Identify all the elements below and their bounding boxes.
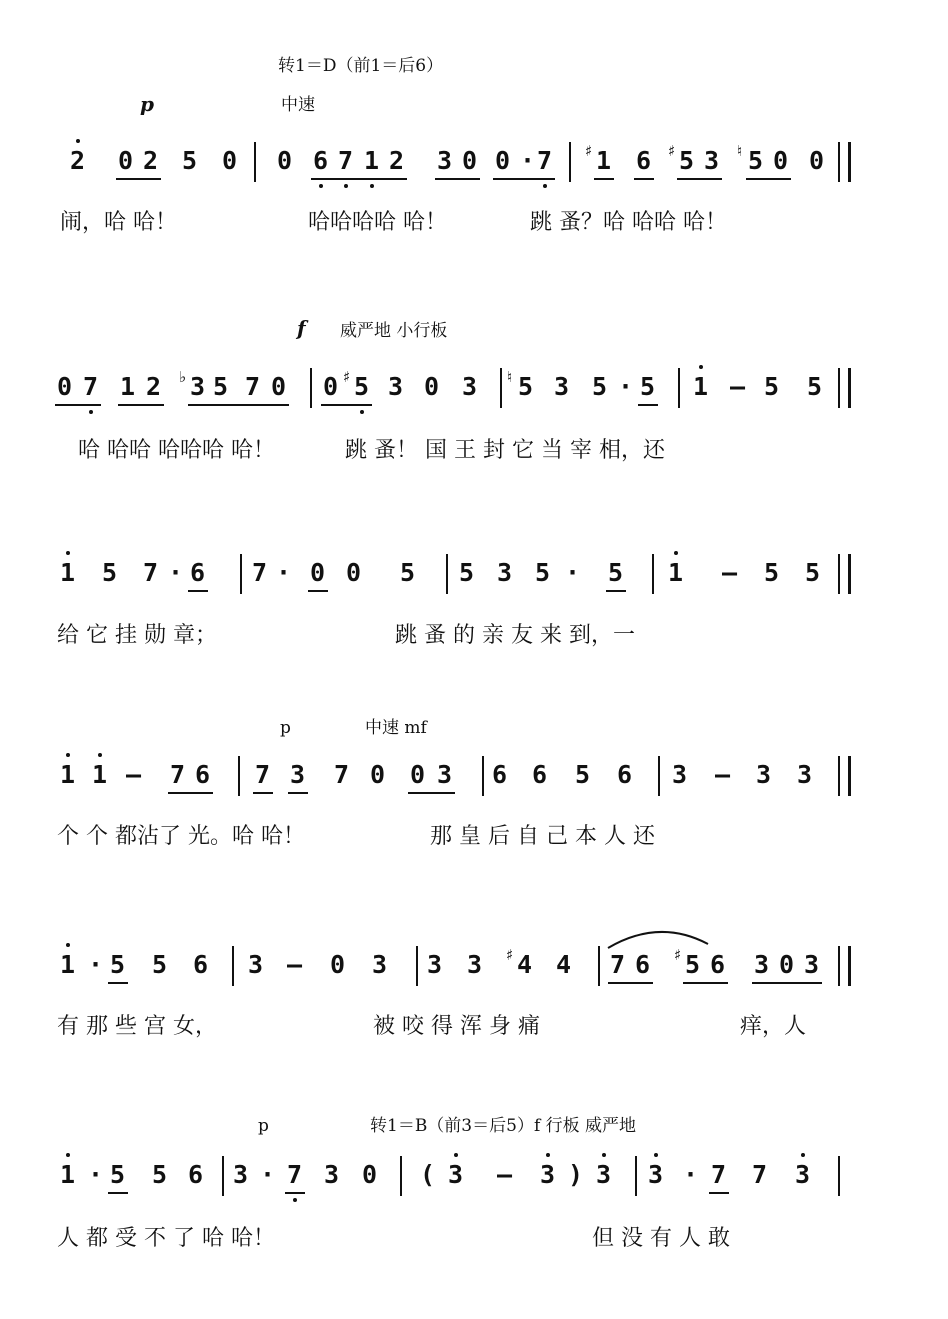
octave-dot-high <box>76 139 80 143</box>
jianpu-note: 5 <box>400 558 416 587</box>
jianpu-note: 3 <box>427 950 443 979</box>
duration-underline <box>108 1192 128 1194</box>
jianpu-note: 5 <box>459 558 475 587</box>
duration-underline <box>55 404 101 406</box>
duration-underline <box>168 792 213 794</box>
jianpu-note: 3 <box>290 760 306 789</box>
jianpu-note: 3 <box>596 1160 612 1189</box>
bar-line-end <box>848 142 851 182</box>
bar-line <box>446 554 448 594</box>
duration-underline <box>288 792 308 794</box>
octave-dot-high <box>602 1153 606 1157</box>
jianpu-note: 1 <box>668 558 684 587</box>
score-annotation: 中速 <box>281 95 315 115</box>
jianpu-note: 0 <box>330 950 346 979</box>
duration-underline <box>493 178 555 180</box>
bar-line <box>482 756 484 796</box>
duration-underline <box>108 982 128 984</box>
duration-underline <box>709 1192 729 1194</box>
jianpu-note: 3 <box>437 146 453 175</box>
octave-dot-high <box>454 1153 458 1157</box>
octave-dot-high <box>66 1153 70 1157</box>
jianpu-note: 5 <box>807 372 823 401</box>
duration-underline <box>321 404 372 406</box>
score-annotation: p <box>140 92 154 116</box>
jianpu-note: 6 <box>492 760 508 789</box>
jianpu-note: 3 <box>554 372 570 401</box>
jianpu-note: 5 <box>805 558 821 587</box>
bar-line <box>838 946 840 986</box>
jianpu-note: 7 <box>537 146 553 175</box>
jianpu-note: 0 <box>424 372 440 401</box>
jianpu-note: 7 <box>334 760 350 789</box>
jianpu-note: 5 <box>748 146 764 175</box>
jianpu-note: 5 <box>110 950 126 979</box>
jianpu-note: 2 <box>143 146 159 175</box>
jianpu-note: 0 <box>277 146 293 175</box>
duration-underline <box>677 178 722 180</box>
jianpu-note: 3 <box>804 950 820 979</box>
jianpu-note: 2 <box>70 146 86 175</box>
jianpu-note: 7 <box>255 760 271 789</box>
bar-line <box>222 1156 224 1196</box>
duration-underline <box>634 178 654 180</box>
score-annotation: p <box>280 718 291 738</box>
jianpu-note: 0 <box>362 1160 378 1189</box>
jianpu-note: 3 <box>704 146 720 175</box>
jianpu-note: · <box>683 1160 699 1189</box>
jianpu-note: 5 <box>764 372 780 401</box>
lyric-text: 跳 蚤？哈 哈哈 哈！ <box>530 210 727 235</box>
jianpu-note: 0 <box>773 146 789 175</box>
bar-line-end <box>848 946 851 986</box>
octave-dot-low <box>89 410 93 414</box>
jianpu-note: 3 <box>462 372 478 401</box>
jianpu-note: ) <box>568 1160 584 1189</box>
jianpu-note: 5 <box>535 558 551 587</box>
bar-line <box>598 946 600 986</box>
jianpu-note: 5 <box>592 372 608 401</box>
duration-underline <box>683 982 728 984</box>
duration-underline <box>746 178 791 180</box>
lyric-text: 给 它 挂 勋 章； <box>57 623 217 648</box>
duration-underline <box>285 1192 305 1194</box>
jianpu-note: 7 <box>170 760 186 789</box>
bar-line <box>838 1156 840 1196</box>
jianpu-note: 5 <box>685 950 701 979</box>
jianpu-note: 3 <box>324 1160 340 1189</box>
jianpu-note: · <box>168 558 184 587</box>
jianpu-note: – <box>722 558 738 587</box>
octave-dot-high <box>546 1153 550 1157</box>
jianpu-note: 5 <box>679 146 695 175</box>
jianpu-note: 3 <box>754 950 770 979</box>
jianpu-note: 5 <box>152 950 168 979</box>
jianpu-note: 7 <box>83 372 99 401</box>
jianpu-note: – <box>287 950 303 979</box>
bar-line <box>838 756 840 796</box>
jianpu-note: 2 <box>389 146 405 175</box>
jianpu-note: 5 <box>182 146 198 175</box>
lyric-text: 人 都 受 不 了 哈 哈！ <box>57 1226 275 1251</box>
jianpu-note: – <box>497 1160 513 1189</box>
jianpu-note: – <box>730 372 746 401</box>
duration-underline <box>308 590 328 592</box>
octave-dot-low <box>319 184 323 188</box>
jianpu-note: 6 <box>710 950 726 979</box>
jianpu-note: – <box>715 760 731 789</box>
jianpu-note: 3 <box>672 760 688 789</box>
jianpu-note: · <box>565 558 581 587</box>
duration-underline <box>594 178 614 180</box>
jianpu-note: 0 <box>118 146 134 175</box>
bar-line <box>838 142 840 182</box>
octave-dot-low <box>360 410 364 414</box>
jianpu-note: 0 <box>809 146 825 175</box>
accidental-mark: ♭ <box>179 368 187 386</box>
bar-line <box>500 368 502 408</box>
bar-line <box>238 756 240 796</box>
bar-line-end <box>848 368 851 408</box>
jianpu-note: 4 <box>517 950 533 979</box>
jianpu-note: 0 <box>495 146 511 175</box>
jianpu-note: 5 <box>354 372 370 401</box>
jianpu-note: 3 <box>540 1160 556 1189</box>
jianpu-note: 7 <box>252 558 268 587</box>
duration-underline <box>116 178 161 180</box>
bar-line <box>232 946 234 986</box>
jianpu-note: 1 <box>60 1160 76 1189</box>
jianpu-note: · <box>276 558 292 587</box>
jianpu-note: 5 <box>152 1160 168 1189</box>
jianpu-note: · <box>520 146 536 175</box>
jianpu-note: 3 <box>372 950 388 979</box>
octave-dot-low <box>370 184 374 188</box>
accidental-mark: ♮ <box>507 368 513 386</box>
jianpu-note: 7 <box>338 146 354 175</box>
jianpu-note: 7 <box>610 950 626 979</box>
jianpu-note: 5 <box>608 558 624 587</box>
jianpu-note: 0 <box>310 558 326 587</box>
jianpu-note: 1 <box>364 146 380 175</box>
jianpu-note: · <box>88 950 104 979</box>
bar-line <box>400 1156 402 1196</box>
jianpu-note: 1 <box>120 372 136 401</box>
jianpu-note: 3 <box>190 372 206 401</box>
score-annotation: p <box>258 1116 269 1136</box>
bar-line <box>658 756 660 796</box>
jianpu-note: 1 <box>60 558 76 587</box>
octave-dot-low <box>543 184 547 188</box>
lyric-text: 有 那 些 宫 女， <box>57 1014 217 1039</box>
jianpu-note: 3 <box>467 950 483 979</box>
jianpu-note: 7 <box>711 1160 727 1189</box>
jianpu-note: 6 <box>193 950 209 979</box>
lyric-text: 被 咬 得 浑 身 痛 <box>373 1014 540 1039</box>
jianpu-note: 6 <box>617 760 633 789</box>
jianpu-note: 7 <box>287 1160 303 1189</box>
jianpu-note: 0 <box>323 372 339 401</box>
score-annotation: 威严地 小行板 <box>340 321 448 341</box>
octave-dot-low <box>344 184 348 188</box>
accidental-mark: ♯ <box>506 946 514 964</box>
jianpu-note: 3 <box>248 950 264 979</box>
jianpu-note: – <box>126 760 142 789</box>
jianpu-note: 0 <box>462 146 478 175</box>
duration-underline <box>253 792 273 794</box>
jianpu-note: 0 <box>57 372 73 401</box>
jianpu-note: 5 <box>640 372 656 401</box>
jianpu-note: 4 <box>556 950 572 979</box>
octave-dot-high <box>66 943 70 947</box>
jianpu-note: 7 <box>143 558 159 587</box>
octave-dot-high <box>699 365 703 369</box>
jianpu-note: 5 <box>575 760 591 789</box>
jianpu-note: · <box>88 1160 104 1189</box>
jianpu-note: 6 <box>195 760 211 789</box>
jianpu-note: 6 <box>532 760 548 789</box>
jianpu-note: 6 <box>313 146 329 175</box>
duration-underline <box>608 982 653 984</box>
bar-line <box>635 1156 637 1196</box>
jianpu-note: 5 <box>764 558 780 587</box>
jianpu-note: 1 <box>596 146 612 175</box>
lyric-text: 痒，人 <box>740 1014 807 1039</box>
bar-line <box>569 142 571 182</box>
jianpu-note: 6 <box>636 146 652 175</box>
bar-line <box>310 368 312 408</box>
jianpu-note: 3 <box>233 1160 249 1189</box>
jianpu-note: 5 <box>102 558 118 587</box>
jianpu-note: 3 <box>388 372 404 401</box>
octave-dot-high <box>654 1153 658 1157</box>
bar-line <box>652 554 654 594</box>
lyric-text: 跳 蚤！ 国 王 封 它 当 宰 相，还 <box>345 438 665 463</box>
jianpu-note: 1 <box>60 950 76 979</box>
jianpu-note: 6 <box>190 558 206 587</box>
jianpu-note: 7 <box>245 372 261 401</box>
octave-dot-high <box>66 551 70 555</box>
bar-line <box>416 946 418 986</box>
duration-underline <box>118 404 164 406</box>
duration-underline <box>606 590 626 592</box>
jianpu-note: 0 <box>346 558 362 587</box>
jianpu-note: 3 <box>795 1160 811 1189</box>
jianpu-note: 0 <box>370 760 386 789</box>
octave-dot-high <box>801 1153 805 1157</box>
jianpu-note: ( <box>420 1160 436 1189</box>
octave-dot-high <box>66 753 70 757</box>
accidental-mark: ♯ <box>343 368 351 386</box>
lyric-text: 但 没 有 人 敢 <box>592 1226 730 1251</box>
accidental-mark: ♯ <box>674 946 682 964</box>
jianpu-note: 1 <box>693 372 709 401</box>
jianpu-note: 1 <box>92 760 108 789</box>
jianpu-note: 5 <box>110 1160 126 1189</box>
bar-line-end <box>848 554 851 594</box>
jianpu-note: 3 <box>797 760 813 789</box>
bar-line <box>838 554 840 594</box>
jianpu-note: 3 <box>756 760 772 789</box>
bar-line <box>678 368 680 408</box>
jianpu-note: 5 <box>518 372 534 401</box>
duration-underline <box>638 404 658 406</box>
lyric-text: 闹，哈 哈！ <box>60 210 177 235</box>
jianpu-note: 1 <box>60 760 76 789</box>
jianpu-note: 7 <box>752 1160 768 1189</box>
bar-line <box>838 368 840 408</box>
octave-dot-high <box>98 753 102 757</box>
jianpu-note: 6 <box>635 950 651 979</box>
jianpu-note: 3 <box>497 558 513 587</box>
accidental-mark: ♯ <box>668 142 676 160</box>
duration-underline <box>188 590 208 592</box>
bar-line <box>240 554 242 594</box>
jianpu-note: 0 <box>779 950 795 979</box>
jianpu-note: 2 <box>146 372 162 401</box>
score-annotation: 转1＝B（前3＝后5）f 行板 威严地 <box>370 1116 637 1136</box>
slur-mark <box>604 924 714 950</box>
lyric-text: 那 皇 后 自 己 本 人 还 <box>430 824 655 849</box>
bar-line <box>254 142 256 182</box>
lyric-text: 哈 哈哈 哈哈哈 哈！ <box>78 438 275 463</box>
jianpu-note: 0 <box>222 146 238 175</box>
duration-underline <box>311 178 407 180</box>
octave-dot-low <box>293 1198 297 1202</box>
accidental-mark: ♯ <box>585 142 593 160</box>
jianpu-note: 0 <box>410 760 426 789</box>
duration-underline <box>752 982 822 984</box>
duration-underline <box>408 792 455 794</box>
jianpu-note: 5 <box>213 372 229 401</box>
jianpu-note: · <box>618 372 634 401</box>
score-annotation: 转1＝D（前1＝后6） <box>278 56 444 76</box>
lyric-text: 个 个 都沾了 光。哈 哈！ <box>57 824 305 849</box>
lyric-text: 哈哈哈哈 哈！ <box>308 210 447 235</box>
octave-dot-high <box>674 551 678 555</box>
lyric-text: 跳 蚤 的 亲 友 来 到，一 <box>395 623 635 648</box>
jianpu-note: 3 <box>448 1160 464 1189</box>
accidental-mark: ♮ <box>737 142 743 160</box>
jianpu-note: 3 <box>648 1160 664 1189</box>
jianpu-note: · <box>260 1160 276 1189</box>
jianpu-note: 3 <box>437 760 453 789</box>
score-annotation: f <box>297 316 306 340</box>
jianpu-note: 0 <box>271 372 287 401</box>
bar-line-end <box>848 756 851 796</box>
duration-underline <box>188 404 289 406</box>
score-annotation: 中速 mf <box>365 718 427 738</box>
duration-underline <box>435 178 480 180</box>
jianpu-note: 6 <box>188 1160 204 1189</box>
